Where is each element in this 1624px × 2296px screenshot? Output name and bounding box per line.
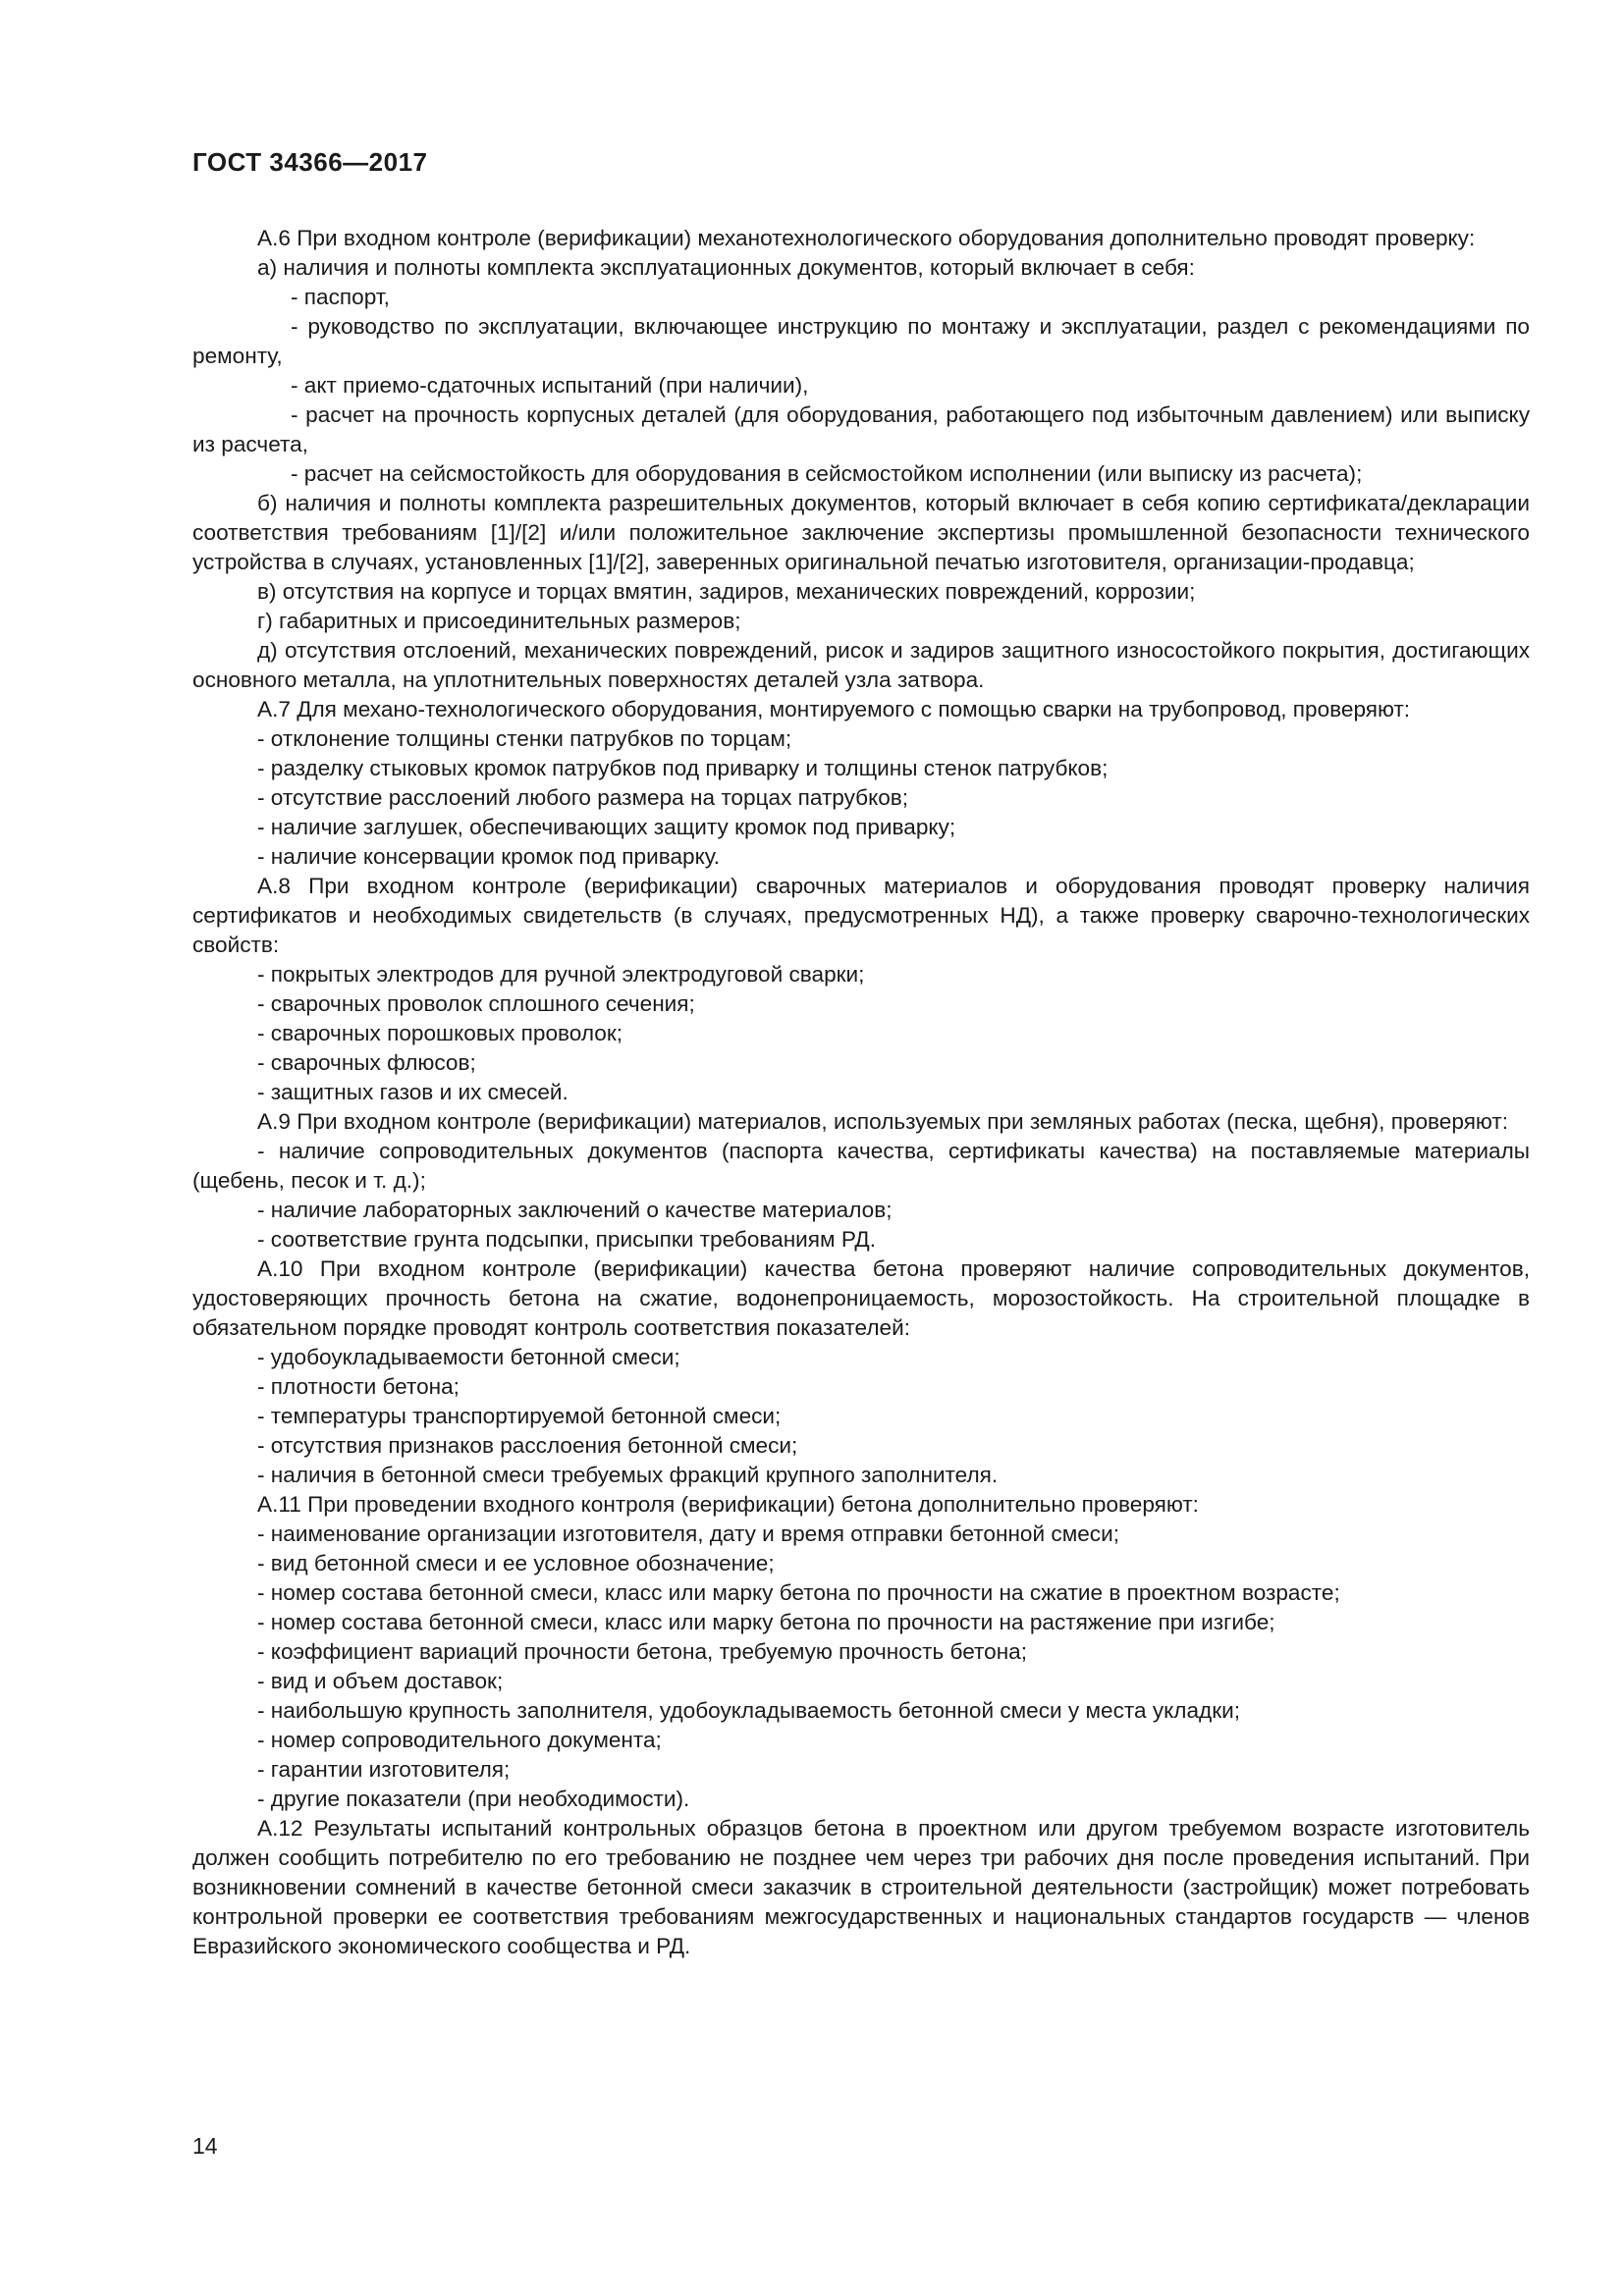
paragraph: - наибольшую крупность заполнителя, удобоукладываемость бетонной смеси у места укладки; <box>257 1698 1240 1723</box>
paragraph: в) отсутствия на корпусе и торцах вмятин, задиров, механических повреждений, коррозии; <box>257 579 1196 604</box>
paragraph: - сварочных порошковых проволок; <box>257 1021 623 1045</box>
paragraph: - акт приемо-сдаточных испытаний (при наличии), <box>291 373 809 398</box>
paragraph: - температуры транспортируемой бетонной смеси; <box>257 1404 782 1428</box>
paragraph: а) наличия и полноты комплекта эксплуатационных документов, который включает в себя: <box>257 255 1195 280</box>
paragraph: - расчет на сейсмостойкость для оборудования в сейсмостойком исполнении (или выписку из расчета); <box>291 461 1363 486</box>
paragraph: А.8 При входном контроле (верификации) сварочных материалов и оборудования проводят проверку наличия сертификатов и необходимых свидетельств (в случаях, предусмотренных НД), а также проверку сварочно-технологических свойств: <box>192 874 1530 957</box>
paragraph: - покрытых электродов для ручной электродуговой сварки; <box>257 962 865 987</box>
paragraph: - сварочных флюсов; <box>257 1050 476 1075</box>
paragraph: - разделку стыковых кромок патрубков под приварку и толщины стенок патрубков; <box>257 756 1109 780</box>
paragraph: - отсутствие расслоений любого размера на торцах патрубков; <box>257 785 909 810</box>
paragraph: - руководство по эксплуатации, включающее инструкцию по монтажу и эксплуатации, раздел с рекомендациями по ремонту, <box>192 314 1530 368</box>
paragraph: - наличие консервации кромок под приварку. <box>257 844 721 869</box>
paragraph: - наличие лабораторных заключений о качестве материалов; <box>257 1198 893 1222</box>
paragraph: А.11 При проведении входного контроля (верификации) бетона дополнительно проверяют: <box>257 1492 1199 1517</box>
paragraph: А.12 Результаты испытаний контрольных образцов бетона в проектном или другом требуемом возрасте изготовитель должен сообщить потребителю по его требованию не позднее чем через три рабочих дня после проведения испытаний. При возникновении сомнений в качестве бетонной смеси заказчик в строительной деятельности (застройщик) может потребовать контрольной проверки ее соответствия требованиям межгосударственных и национальных стандартов государств — членов Евразийского экономического сообщества и РД. <box>192 1816 1530 1958</box>
paragraph: - коэффициент вариаций прочности бетона, требуемую прочность бетона; <box>257 1639 1028 1664</box>
document-header: ГОСТ 34366—2017 <box>192 147 428 177</box>
paragraph: - номер состава бетонной смеси, класс или марку бетона по прочности на сжатие в проектном возрасте; <box>257 1580 1340 1605</box>
paragraph: - наличие заглушек, обеспечивающих защиту кромок под приварку; <box>257 815 956 839</box>
paragraph: - защитных газов и их смесей. <box>257 1080 568 1104</box>
paragraph: - наименование организации изготовителя, дату и время отправки бетонной смеси; <box>257 1522 1119 1546</box>
page-number: 14 <box>192 2133 218 2159</box>
paragraph: - расчет на прочность корпусных деталей (для оборудования, работающего под избыточным давлением) или выписку из расчета, <box>192 402 1530 456</box>
paragraph: - вид и объем доставок; <box>257 1669 504 1693</box>
paragraph: д) отсутствия отслоений, механических повреждений, рисок и задиров защитного износостойкого покрытия, достигающих основного металла, на уплотнительных поверхностях деталей узла затвора. <box>192 638 1530 692</box>
paragraph: - номер состава бетонной смеси, класс или марку бетона по прочности на растяжение при изгибе; <box>257 1610 1275 1634</box>
paragraph: - удобоукладываемости бетонной смеси; <box>257 1345 680 1369</box>
paragraph: - наличие сопроводительных документов (паспорта качества, сертификаты качества) на поставляемые материалы (щебень, песок и т. д.); <box>192 1139 1530 1193</box>
paragraph: - соответствие грунта подсыпки, присыпки требованиям РД. <box>257 1227 876 1252</box>
paragraph: - сварочных проволок сплошного сечения; <box>257 991 695 1016</box>
paragraph: - вид бетонной смеси и ее условное обозначение; <box>257 1551 775 1575</box>
document-body <box>192 224 1530 1961</box>
paragraph: - плотности бетона; <box>257 1374 460 1399</box>
paragraph: А.7 Для механо-технологического оборудования, монтируемого с помощью сварки на трубопровод, проверяют: <box>257 697 1411 721</box>
paragraph: А.6 При входном контроле (верификации) механотехнологического оборудования дополнительно проводят проверку: <box>257 226 1476 250</box>
paragraph: - наличия в бетонной смеси требуемых фракций крупного заполнителя. <box>257 1463 999 1487</box>
paragraph: б) наличия и полноты комплекта разрешительных документов, который включает в себя копию сертификата/декларации соответствия требованиям [1]/[2] и/или положительное заключение экспертизы промышленной безопасности технического устройства в случаях, установленных [1]/[2], заверенных оригинальной печатью изготовителя, организации-продавца; <box>192 491 1530 574</box>
paragraph: - отклонение толщины стенки патрубков по торцам; <box>257 726 792 751</box>
paragraph: г) габаритных и присоединительных размеров; <box>257 609 741 633</box>
paragraph: - паспорт, <box>291 285 390 309</box>
paragraph: - другие показатели (при необходимости). <box>257 1787 690 1811</box>
paragraph: - отсутствия признаков расслоения бетонной смеси; <box>257 1433 798 1458</box>
paragraph: - гарантии изготовителя; <box>257 1757 511 1782</box>
paragraph: А.9 При входном контроле (верификации) материалов, используемых при земляных работах (песка, щебня), проверяют: <box>257 1109 1508 1134</box>
paragraph: А.10 При входном контроле (верификации) качества бетона проверяют наличие сопроводительных документов, удостоверяющих прочность бетона на сжатие, водонепроницаемость, морозостойкость. На строительной площадке в обязательном порядке проводят контроль соответствия показателей: <box>192 1256 1530 1340</box>
paragraph: - номер сопроводительного документа; <box>257 1728 662 1752</box>
